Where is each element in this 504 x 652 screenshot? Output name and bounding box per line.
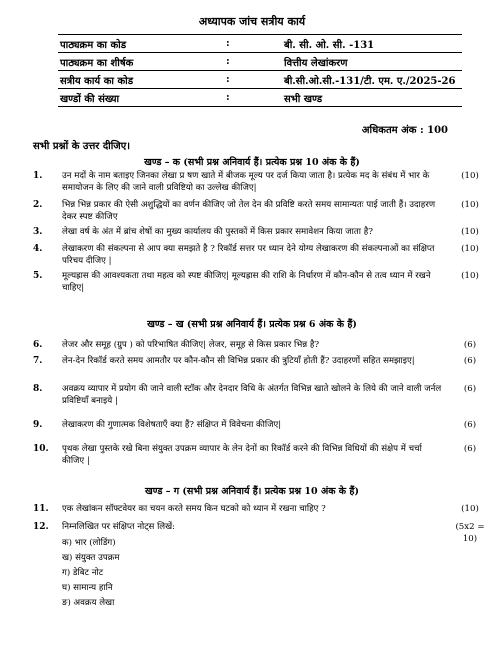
list-item: घ) सामान्य हानि (62, 583, 113, 593)
info-label: खण्डों की संख्या (58, 89, 224, 107)
question-marks: (10) (461, 504, 479, 514)
question-number: 12. (33, 522, 49, 532)
question-number: 10. (33, 444, 49, 454)
question-number: 8. (33, 384, 43, 394)
question-number: 2. (33, 200, 43, 210)
question-number: 1. (33, 171, 43, 181)
question-marks: (6) (463, 340, 477, 350)
question-text: भिन्न भिन्न प्रकार की ऐसी अशुद्धियों का वर्णन कीजिए जो तेल देन की प्रविष्टि करते समय सामान्यतः पाई जाती हैं। उदाहरण देकर स्पष्ट कीजिए (62, 200, 436, 222)
max-marks: अधिकतम अंक : 100 (361, 125, 448, 136)
question-text: उन मदों के नाम बताइए जिनका लेखा प्र षण खाते में बीजक मूल्य पर दर्ज किया जाता है। प्रत्येक मद के संबंध में भार के समायोजन के लिए की जाने वाली प्रविष्टियो का उल्लेख कीजिए| (62, 171, 430, 193)
list-item: ख) संयुक्त उपक्रम (62, 553, 120, 563)
question-text: लेन-देन रिकॉर्ड करते समय आमतौर पर कौन-कौन सी विभिन्न प्रकार की त्रुटियाँ होती हैं? उदाहरणों सहित समझाइए| (62, 356, 415, 366)
info-row (58, 71, 462, 89)
question-marks: (10) (461, 271, 479, 281)
question-marks: (10) (461, 200, 479, 210)
info-value: सभी खण्ड (282, 89, 462, 107)
question-marks: (6) (463, 356, 477, 366)
question-number: 7. (33, 356, 43, 366)
list-item: क) भार (लोडिंग) (62, 538, 116, 548)
question-number: 6. (33, 340, 43, 350)
question-marks: (10) (461, 227, 479, 237)
info-value: बी. सी. ओ. सी. -131 (282, 35, 462, 53)
info-sep: : (224, 71, 282, 89)
section-c-heading: खण्ड – ग (सभी प्रश्न अनिवार्य हैं। प्रत्येक प्रश्न 10 अंक के हैं) (145, 486, 359, 497)
info-sep: : (224, 53, 282, 71)
question-number: 3. (33, 227, 43, 237)
question-text: निम्नलिखित पर संक्षिप्त नोट्स लिखें: (62, 522, 176, 532)
question-text: मूल्यह्रास की आवश्यकता तथा महत्व को स्पष्ट कीजिए| मूल्यह्रास की राशि के निर्धारण में कौन-कौन से तत्व ध्यान में रखने चाहिए| (62, 271, 431, 293)
page-title: अध्यापक जांच सत्रीय कार्य (198, 15, 306, 28)
question-text: अवक्रय व्यापार में प्रयोग की जाने वाली स्टॉक और देनदार विधि के अंतर्गत विभिन्न खाते खोलने के लिये की जाने वाली जर्नल प्रविष्टियाँ बनाइये | (62, 384, 442, 406)
list-item: ङ) अवक्रय लेखा (62, 598, 115, 608)
question-number: 9. (33, 420, 43, 430)
info-sep: : (224, 89, 282, 107)
info-sep: : (224, 35, 282, 53)
question-marks: (6) (463, 444, 477, 454)
info-row (58, 89, 462, 107)
question-text: लेजर और समूह (ग्रुप ) को परिभाषित कीजिए| लेजर, समूह से किस प्रकार भिन्न है? (62, 340, 320, 350)
question-text: लेखा वर्ष के अंत में ब्रांच शेषों का मुख्य कार्यालय की पुस्तकों में किस प्रकार समावेशन किया जाता है? (62, 227, 373, 237)
info-label: सत्रीय कार्य का कोड (58, 71, 224, 89)
question-marks: (10) (461, 171, 479, 181)
question-text: लेखाकरण की गुणात्मक विशेषताएँ क्या हैं? संक्षिप्त में विवेचना कीजिए| (62, 420, 282, 430)
question-text: पृथक लेखा पुस्तके रखे बिना संयुक्त उपक्रम व्यापार के लेन देनों का रिकॉर्ड करने की विभिन्न विधियों की संक्षेप में चर्चा कीजिए | (62, 444, 422, 466)
question-text: लेखाकरण की संकल्पना से आप क्या समझते है ? रिकॉर्ड सत्तर पर ध्यान देने योग्य लेखाकरण की संकल्पनाओं का संक्षिप्त परिचय दीजिए | (62, 244, 435, 266)
info-label: पाठ्यक्रम का शीर्षक (58, 53, 224, 71)
question-marks: (6) (463, 420, 477, 430)
question-marks: (6) (463, 384, 477, 394)
question-number: 4. (33, 244, 43, 254)
info-label: पाठ्यक्रम का कोड (58, 35, 224, 53)
info-value: बी.सी.ओ.सी.-131/टी. एम. ए./2025-26 (282, 71, 462, 89)
question-number: 11. (33, 504, 49, 514)
question-marks: (10) (461, 244, 479, 254)
section-b-heading: खण्ड – ख (सभी प्रश्न अनिवार्य हैं। प्रत्येक प्रश्न 6 अंक के हैं) (147, 319, 357, 330)
list-item: ग) डेबिट नोट (62, 568, 104, 578)
instruction: सभी प्रश्नों के उत्तर दीजिए। (33, 141, 131, 152)
short-notes-list (62, 536, 119, 611)
course-info-table (58, 34, 462, 107)
question-number: 5. (33, 271, 43, 281)
info-value: वित्तीय लेखांकरण (282, 53, 462, 71)
info-row (58, 53, 462, 71)
section-a-heading: खण्ड – क (सभी प्रश्न अनिवार्य हैं। प्रत्येक प्रश्न 10 अंक के हैं) (144, 157, 360, 168)
question-text: एक लेखांकन सॉफ्टवेयर का चयन करते समय किन घटको को ध्यान में रखना चाहिए ? (62, 504, 326, 514)
question-marks: (5x2 = 10) (455, 522, 485, 544)
info-row (58, 35, 462, 53)
